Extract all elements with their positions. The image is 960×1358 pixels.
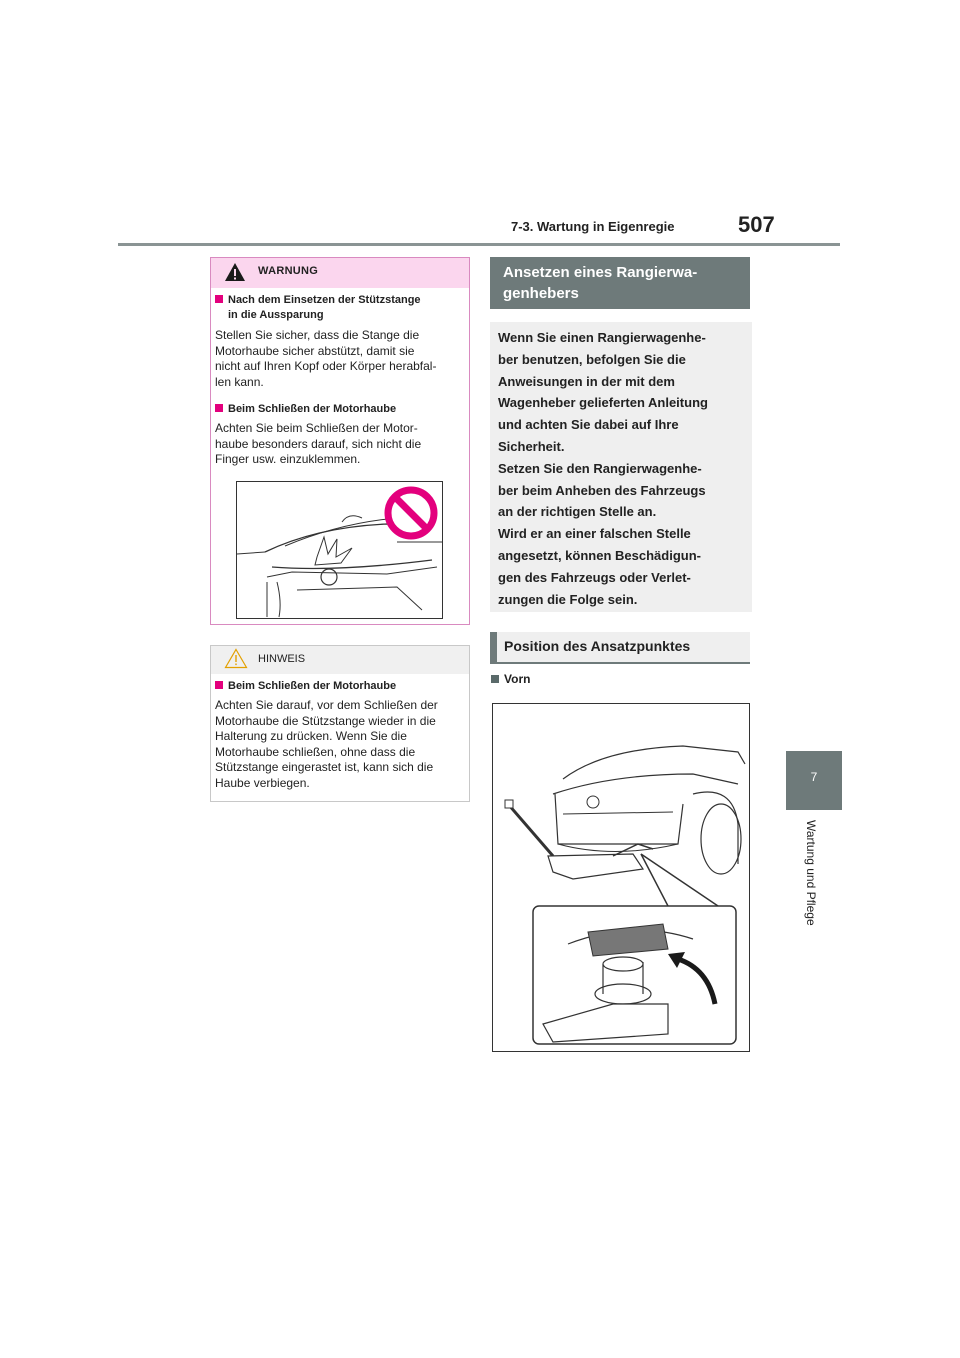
section-title-position: Position des Ansatzpunktes [504, 638, 691, 654]
bullet-square [215, 681, 223, 689]
subheading-front [491, 672, 530, 686]
hint-item-heading [215, 679, 465, 694]
text-line: und achten Sie dabei auf Ihre [498, 417, 679, 433]
text-line: Achten Sie darauf, vor dem Schließen der [215, 698, 438, 712]
hint-item-heading-text: Beim Schließen der Motorhaube [228, 680, 397, 692]
hint-header [211, 646, 469, 674]
text-line: ber beim Anheben des Fahrzeugs [498, 482, 706, 498]
jack-drawing [493, 704, 749, 1051]
text-line: Motorhaube sicher abstützt, damit sie [215, 343, 415, 358]
caution-triangle-outline-icon [224, 648, 248, 669]
text-line: angesetzt, können Beschädigun- [498, 547, 701, 563]
warning-triangle-icon [224, 262, 246, 282]
text-line: len kann. [215, 374, 264, 389]
chapter-number: 7 [810, 770, 818, 784]
header-rule [118, 243, 840, 246]
text-line: Wagenheber gelieferten Anleitung [498, 395, 708, 411]
warning-item1-heading-line2: in die Aussparung [228, 309, 324, 321]
warning-item1-heading-line1: Nach dem Einsetzen der Stützstange [228, 294, 421, 306]
text-line: Wird er an einer falschen Stelle [498, 526, 691, 542]
text-line: an der richtigen Stelle an. [498, 504, 657, 520]
info-text [498, 327, 743, 610]
chapter-title: Wartung und Pflege [804, 820, 818, 926]
section-title-jack [503, 262, 748, 304]
text-line: haube besonders darauf, sich nicht die [215, 436, 422, 451]
page-number: 507 [738, 212, 775, 237]
text-line: Wenn Sie einen Rangierwagenhe- [498, 330, 706, 345]
text-line: Motorhaube schließen, ohne dass die [215, 744, 416, 759]
warning-item2-heading [215, 402, 465, 417]
warning-header [211, 258, 469, 288]
warning-item2-body [215, 421, 465, 468]
warning-item1-body [215, 328, 465, 390]
section-title-line: genhebers [503, 285, 579, 302]
text-line: Stellen Sie sicher, dass die Stange die [215, 328, 420, 342]
section-heading: 7-3. Wartung in Eigenregie [511, 219, 675, 234]
text-line: Halterung zu drücken. Wenn Sie die [215, 729, 407, 743]
text-line: Setzen Sie den Rangierwagenhe- [498, 460, 702, 476]
hint-title: HINWEIS [258, 653, 306, 665]
bullet-square [215, 295, 223, 303]
text-line: Stützstange eingerastet ist, kann sich die [215, 760, 434, 774]
text-line: Finger usw. einzuklemmen. [215, 452, 361, 466]
warning-item2-heading-text: Beim Schließen der Motorhaube [228, 403, 397, 415]
section-title-line: Ansetzen eines Rangierwa- [503, 264, 698, 281]
warning-title: WARNUNG [258, 265, 319, 277]
text-line: ber benutzen, befolgen Sie die [498, 351, 686, 367]
text-line: zungen die Folge sein. [498, 591, 638, 607]
subheading-front-text: Vorn [504, 672, 531, 686]
text-line: Haube verbiegen. [215, 775, 310, 790]
text-line: gen des Fahrzeugs oder Verlet- [498, 569, 691, 585]
bullet-square [491, 675, 499, 683]
text-line: nicht auf Ihren Kopf oder Körper herabfal- [215, 359, 437, 373]
text-line: Sicherheit. [498, 438, 565, 454]
warning-item1-heading [215, 293, 465, 323]
text-line: Motorhaube die Stützstange wieder in die [215, 713, 436, 728]
hint-item-body [215, 698, 467, 791]
jack-position-illustration [492, 703, 750, 1052]
text-line: Achten Sie beim Schließen der Motor- [215, 421, 418, 435]
bullet-square [215, 404, 223, 412]
section-header-bar [490, 632, 497, 664]
no-sign-icon [383, 485, 439, 541]
text-line: Anweisungen in der mit dem [498, 373, 675, 389]
